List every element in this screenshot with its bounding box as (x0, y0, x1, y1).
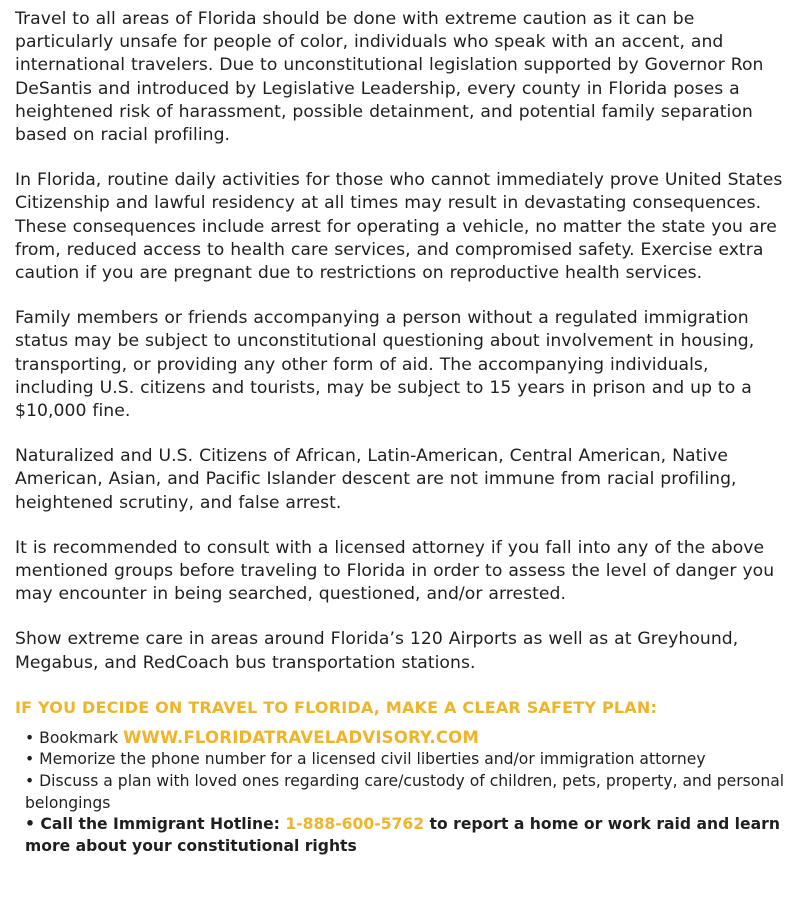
list-item (25, 814, 789, 857)
website-link[interactable]: WWW.FLORIDATRAVELADVISORY.COM (123, 727, 480, 747)
bullet: • (25, 815, 35, 834)
list-item (25, 749, 789, 771)
safety-plan-list (15, 727, 789, 858)
paragraph-citizens: Naturalized and U.S. Citizens of African, Latin-American, Central American, Native American, Asian, and Pacific Islander descent are not immune from racial profiling, heightened scrutiny, and false arrest. (15, 446, 737, 513)
safety-plan-heading: IF YOU DECIDE ON TRAVEL TO FLORIDA, MAKE A CLEAR SAFETY PLAN: (15, 697, 658, 717)
paragraph-airports: Show extreme care in areas around Florida’s 120 Airports as well as at Greyhound, Megabus, and RedCoach bus transportation stations. (15, 629, 739, 673)
list-item (25, 727, 789, 750)
bullet: • (25, 772, 35, 791)
attorney-item-text: Memorize the phone number for a licensed civil liberties and/or immigration attorney (39, 750, 706, 769)
paragraph-consequences: In Florida, routine daily activities for those who cannot immediately prove United States Citizenship and lawful residency at all times may result in devastating consequences. These consequences include arrest for operating a vehicle, no matter the state you are from, reduced access to health care services, and compromised safety. Exercise extra caution if you are pregnant due to restrictions on reproductive health services. (15, 170, 783, 284)
paragraph-family: Family members or friends accompanying a person without a regulated immigration status may be subject to unconstitutional questioning about involvement in housing, transporting, or providing any other form of aid. The accompanying individuals, including U.S. citizens and tourists, may be subject to 15 years in prison and up to a $10,000 fine. (15, 308, 755, 422)
custody-item-text: Discuss a plan with loved ones regarding care/custody of children, pets, property, and personal belongings (25, 772, 785, 812)
list-item (25, 771, 789, 814)
paragraph-caution: Travel to all areas of Florida should be done with extreme caution as it can be particularly unsafe for people of color, individuals who speak with an accent, and international travelers. Due to unconstitutional legislation supported by Governor Ron DeSantis and introduced by Legislative Leadership, every county in Florida poses a heightened risk of harassment, possible detainment, and potential family separation based on racial profiling. (15, 9, 764, 146)
hotline-suffix: to report a home or work raid and learn more about your constitutional rights (25, 815, 780, 855)
bullet: • (25, 728, 35, 747)
paragraph-attorney: It is recommended to consult with a licensed attorney if you fall into any of the above mentioned groups before traveling to Florida in order to assess the level of danger you may encounter in being searched, questioned, and/or arrested. (15, 537, 775, 605)
bullet: • (25, 750, 35, 769)
hotline-phone-link[interactable]: 1-888-600-5762 (285, 815, 425, 834)
hotline-label: Call the Immigrant Hotline: (40, 815, 280, 834)
bookmark-label: Bookmark (39, 728, 119, 747)
